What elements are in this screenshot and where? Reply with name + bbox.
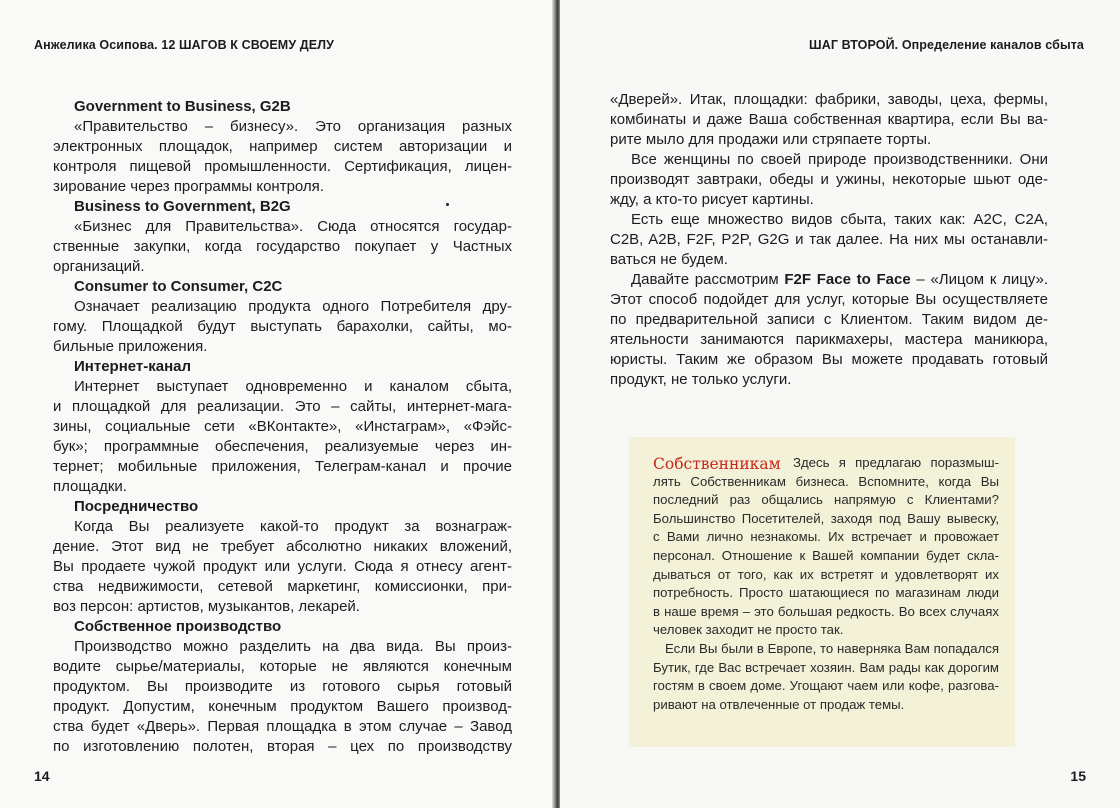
sidebar-line: дываться от того, как их встретят и удовлетворят их <box>653 566 999 582</box>
section-heading-b2g: Business to Government, B2G <box>74 198 291 215</box>
body-line: бук»; программные обеспечения, реализуемые через ин- <box>53 438 512 455</box>
section-heading-internet: Интернет-канал <box>74 358 192 375</box>
body-line: «Дверей». Итак, площадки: фабрики, заводы, цеха, фермы, <box>610 91 1048 108</box>
body-line: по предварительной записи с Клиентом. Таким видом де- <box>610 311 1048 328</box>
body-line: ственные закупки, когда государство покупает у Частных <box>53 238 512 255</box>
bold-term: F2F Face to Face <box>784 271 911 288</box>
body-line: «Бизнес для Правительства». Сюда относятся государ- <box>74 218 512 235</box>
stray-dot <box>446 203 449 206</box>
body-line: производят завтраки, обеды и ужины, некоторые шьют оде- <box>610 171 1048 188</box>
body-line: комбинаты и даже Ваша собственная квартира, если Вы ва- <box>610 111 1048 128</box>
sidebar-line: последний раз общались напрямую с Клиентами? <box>653 492 999 508</box>
body-line: ства будет «Дверь». Первая площадка в этом случае – Завод <box>53 718 512 735</box>
body-line: Интернет выступает одновременно и каналом сбыта, <box>74 378 512 395</box>
body-line: жду, а кто-то рисует картины. <box>610 191 814 208</box>
right-page-body <box>610 90 1048 390</box>
body-line: площадки. <box>53 478 127 495</box>
body-line: Этот способ подойдет для услуг, которые Вы осуществляете <box>610 291 1048 308</box>
sidebar-line: Большинство Посетителей, заходя под Вашу вывеску, <box>653 510 999 526</box>
sidebar-text <box>653 454 999 714</box>
left-page <box>0 0 556 808</box>
sidebar-line: Бутик, где Вас встречает хозяин. Вам рады как дорогим <box>653 659 999 675</box>
section-heading-c2c: Consumer to Consumer, C2C <box>74 278 283 295</box>
sidebar-line: в наше время – это большая редкость. Во всех случаях <box>653 603 999 619</box>
body-line: Когда Вы реализуете какой-то продукт за вознаграж- <box>74 518 512 535</box>
right-page <box>560 0 1120 808</box>
owners-sidebar-box <box>629 437 1015 747</box>
sidebar-line: персонал. Отношение к Вашей компании будет скла- <box>653 547 999 563</box>
body-line: электронных площадок, например систем авторизации и <box>53 138 512 155</box>
body-line: зирование через программы контроля. <box>53 178 324 195</box>
left-page-body <box>53 97 512 757</box>
sidebar-line: с Вами лично незнакомы. Их встречает и провожает <box>653 529 999 545</box>
body-line: дение. Этот вид не требует абсолютно никаких вложений, <box>53 538 512 555</box>
body-line: продуктом. Вы производите из готового сырья готовый <box>53 678 512 695</box>
sidebar-line: лять Собственникам бизнеса. Вспомните, когда Вы <box>653 473 999 489</box>
body-line: рите мыло для продажи или стряпаете торты. <box>610 131 932 148</box>
body-line: и площадкой для реализации. Это – сайты, интернет-мага- <box>53 398 512 415</box>
body-line: организаций. <box>53 258 145 275</box>
body-line: ятельности занимаются парикмахеры, мастера маникюра, <box>610 331 1048 348</box>
sidebar-line: Если Вы были в Европе, то наверняка Вам попадался <box>665 640 999 656</box>
body-line: продукт. Допустим, конечным продуктом Вашего производ- <box>53 698 512 715</box>
body-line: тернет; мобильные приложения, Телеграм-канал и прочие <box>53 458 512 475</box>
section-heading-mediation: Посредничество <box>74 498 199 515</box>
sidebar-line: человек заходит не просто так. <box>653 622 844 638</box>
body-line: юристы. Таким же образом Вы можете продавать готовый <box>610 351 1048 368</box>
body-line: контроля пищевой промышленности. Сертификация, лицен- <box>53 158 512 175</box>
sidebar-line: потребность. Просто шатающиеся по магазинам люди <box>653 585 999 601</box>
sidebar-title: Собственникам <box>653 455 781 473</box>
sidebar-line: гостям в своем доме. Угощают чаем или кофе, разгова- <box>653 678 999 694</box>
section-heading-production: Собственное производство <box>74 618 282 635</box>
left-page-number: 14 <box>34 768 50 784</box>
right-running-header: ШАГ ВТОРОЙ. Определение каналов сбыта <box>809 38 1084 52</box>
body-line: Есть еще множество видов сбыта, таких как: A2C, C2A, <box>631 211 1048 228</box>
sidebar-line: Здесь я предлагаю поразмыш- <box>793 455 999 470</box>
body-line: по изготовлению полотен, вторая – цех по производству <box>53 738 512 755</box>
body-line: «Правительство – бизнесу». Это организация разных <box>74 118 512 135</box>
body-line: ства недвижимости, сетевой маркетинг, комиссионки, при- <box>53 578 512 595</box>
body-line: гому. Площадкой будут выступать барахолки, сайты, мо- <box>53 318 512 335</box>
right-page-number: 15 <box>1070 768 1086 784</box>
body-line: зины, социальные сети «ВКонтакте», «Инстаграм», «Фэйс- <box>53 418 512 435</box>
body-line: Вы продаете чужой продукт или услуги. Сюда я отнесу агент- <box>53 558 512 575</box>
body-line-f2f: Давайте рассмотрим F2F Face to Face – «Лицом к лицу». <box>631 271 1048 288</box>
body-line: C2B, A2B, F2F, P2P, G2G и так далее. На них мы останавли- <box>610 231 1048 248</box>
body-line: Все женщины по своей природе производственники. Они <box>631 151 1048 168</box>
body-line: Производство можно разделить на два вида. Вы произ- <box>74 638 512 655</box>
sidebar-line: ривают на отвлеченные от продаж темы. <box>653 696 905 712</box>
section-heading-g2b: Government to Business, G2B <box>74 98 291 115</box>
body-line: Означает реализацию продукта одного Потребителя дру- <box>74 298 512 315</box>
body-line: продукт, не только услуги. <box>610 371 792 388</box>
left-running-header: Анжелика Осипова. 12 ШАГОВ К СВОЕМУ ДЕЛУ <box>34 38 334 52</box>
body-line: воз персон: артистов, музыкантов, лекарей. <box>53 598 360 615</box>
body-line: ваться не будем. <box>610 251 728 268</box>
body-line: бильные приложения. <box>53 338 208 355</box>
body-line: водите сырье/материалы, которые не являются конечным <box>53 658 512 675</box>
